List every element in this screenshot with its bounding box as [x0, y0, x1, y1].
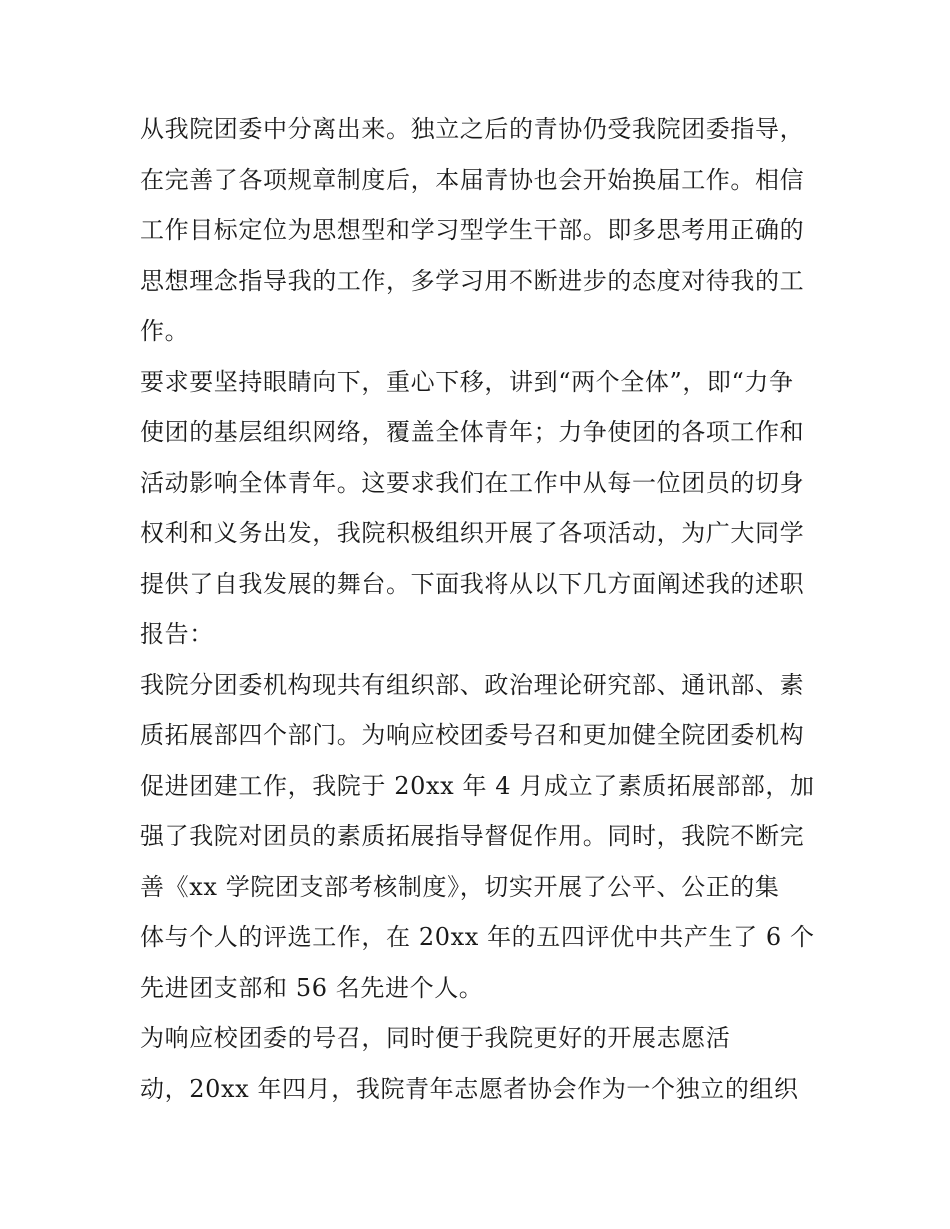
text-line: 要求要坚持眼睛向下，重心下移，讲到“两个全体”，即“力争	[140, 367, 794, 396]
text-line: 强了我院对团员的素质拓展指导督促作用。同时，我院不断完	[140, 822, 805, 850]
text-line: 活动影响全体青年。这要求我们在工作中从每一位团员的切身	[140, 468, 805, 497]
text-line: 从我院团委中分离出来。独立之后的青协仍受我院团委指导，	[140, 115, 805, 143]
text-line: 我院分团委机构现共有组织部、政治理论研究部、通讯部、素	[140, 670, 805, 699]
text-line: 动，20xx 年四月，我院青年志愿者协会作为一个独立的组织	[140, 1074, 799, 1103]
text-line: 思想理念指导我的工作，多学习用不断进步的态度对待我的工	[140, 266, 805, 295]
text-line: 先进团支部和 56 名先进个人。	[140, 973, 484, 1002]
text-line: 权利和义务出发，我院积极组织开展了各项活动，为广大同学	[140, 519, 805, 547]
text-line: 报告：	[140, 620, 214, 648]
text-line: 作。	[140, 317, 190, 345]
document-body	[140, 104, 820, 1114]
text-line: 为响应校团委的号召，同时便于我院更好的开展志愿活	[140, 1024, 731, 1052]
text-line: 提供了自我发展的舞台。下面我将从以下几方面阐述我的述职	[140, 569, 805, 598]
text-line: 在完善了各项规章制度后，本届青协也会开始换届工作。相信	[140, 165, 805, 194]
text-line: 善《xx 学院团支部考核制度》，切实开展了公平、公正的集	[140, 872, 780, 901]
text-line: 工作目标定位为思想型和学习型学生干部。即多思考用正确的	[140, 216, 805, 244]
text-line: 促进团建工作，我院于 20xx 年 4 月成立了素质拓展部部，加	[140, 771, 815, 800]
text-line: 质拓展部四个部门。为响应校团委号召和更加健全院团委机构	[140, 721, 805, 749]
text-line: 使团的基层组织网络，覆盖全体青年；力争使团的各项工作和	[140, 418, 805, 446]
text-line: 体与个人的评选工作，在 20xx 年的五四评优中共产生了 6 个	[140, 923, 815, 951]
